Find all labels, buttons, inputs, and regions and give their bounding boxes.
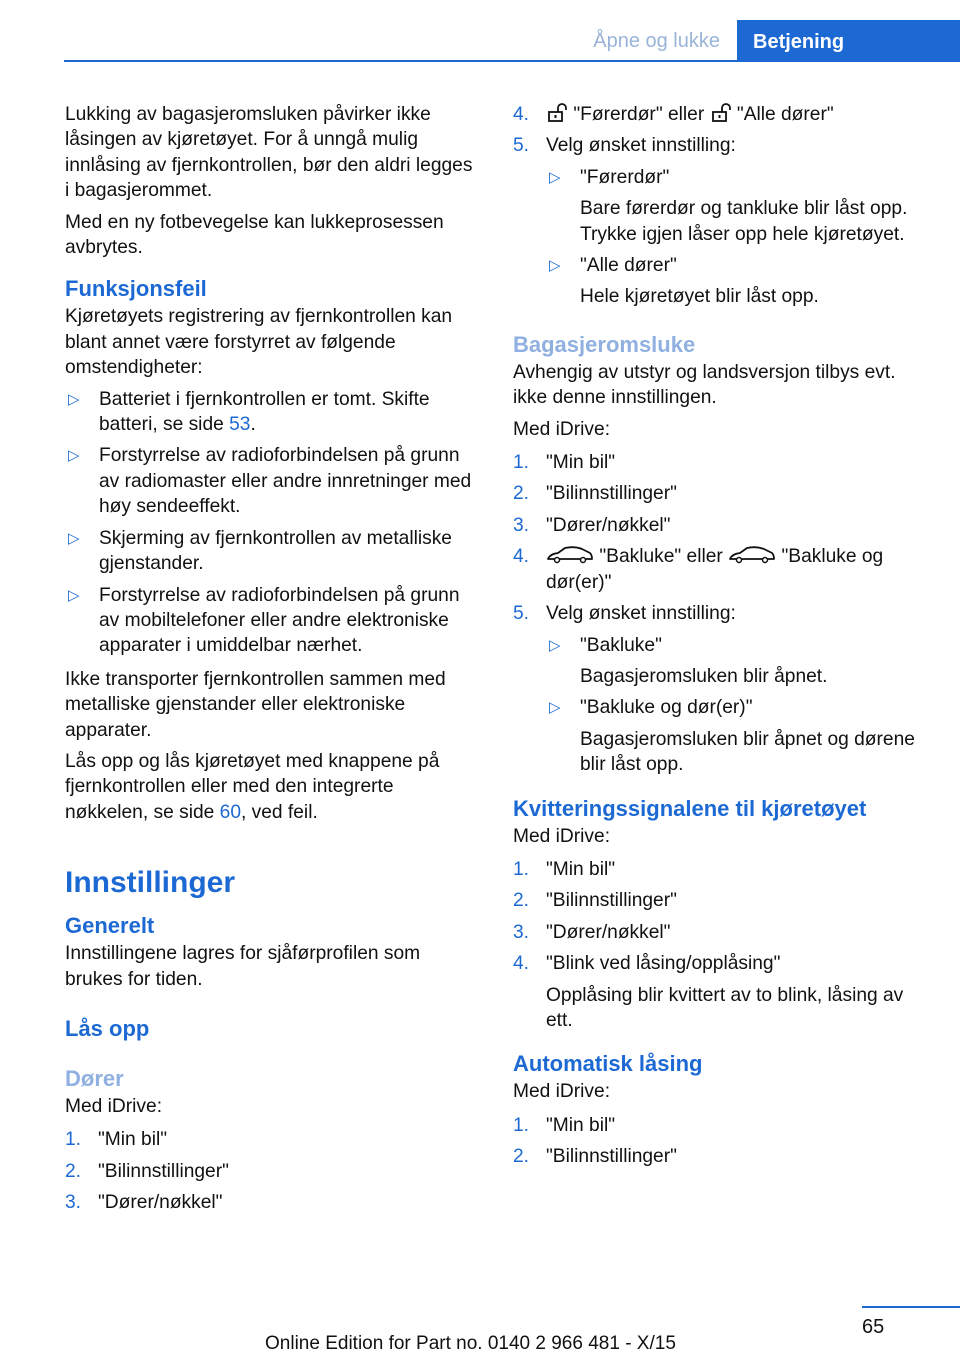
list-item: ▷ Forstyrrelse av radioforbindelsen på grunn av radiomaster eller andre innretninger med høy sendeeffekt. [68,445,472,518]
bullet-triangle-icon: ▷ [549,636,561,654]
list-item: 2. "Bilinnstillinger" [513,890,677,912]
doors-steps-continued [513,102,933,310]
doors-options-list [546,165,933,310]
generelt-text: Innstillingene lagres for sjåførprofilen som brukes for tiden. [65,943,421,990]
heading-dorer: Dører [65,1065,124,1091]
auto-lock-steps-list [513,1113,933,1170]
heading-kvitteringssignaler: Kvitteringssignalene til kjøretøyet [513,795,867,821]
footer-rule [862,1306,960,1308]
list-item: 4. "Blink ved låsing/opplåsing" Opplåsing blir kvittert av to blink, låsing av ett. [513,953,904,1031]
header-section-title: Åpne og lukke [593,30,720,52]
list-item: 5. Velg ønsket innstilling: ▷ "Bakluke" Bagasjeromsluken blir åpnet. ▷ "Bakluke og dør(er)" Bagasjeromsluken blir åpnet og dørene blir låst opp. [513,601,933,777]
list-item: 1. "Min bil" [513,1114,616,1136]
list-item: ▷ Batteriet i fjernkontrollen er tomt. Skifte batteri, se side 53. [68,388,430,436]
list-item: 2. "Bilinnstillinger" [65,1160,229,1182]
transport-paragraph: Ikke transporter fjernkontrollen sammen med metalliske gjenstander eller elektroniske apparater. [65,668,446,741]
car-tailgate-doors-icon [728,545,776,565]
list-item: 5. Velg ønsket innstilling: ▷ "Førerdør" Bare førerdør og tankluke blir låst opp. Trykke igjen låser opp hele kjøretøyet. ▷ "Alle dører" Hele kjøretøyet blir låst opp. [513,133,933,309]
bullet-triangle-icon: ▷ [68,586,80,604]
list-item: ▷ Skjerming av fjernkontrollen av metalliske gjenstander. [68,527,452,575]
list-item: 3. "Dører/nøkkel" [513,921,671,943]
list-item: ▷ "Alle dører" Hele kjøretøyet blir låst opp. [549,255,819,308]
intro-paragraph: Lukking av bagasjeromsluken påvirker ikke låsingen av kjøretøyet. For å unngå mulig innlåsing av fjernkontrollen, bør den aldri legges i bagasjerommet. [65,104,473,202]
list-item: 2. "Bilinnstillinger" [513,483,677,505]
right-column [513,102,933,1176]
list-item: 4. "Førerdør" eller "Alle dører" [513,104,834,125]
list-item: 1. "Min bil" [65,1129,168,1151]
heading-laas-opp: Lås opp [65,1015,150,1041]
footer-edition: Online Edition for Part no. 0140 2 966 481 - X/15 [265,1333,676,1354]
unlock-driver-door-icon [546,103,568,123]
tailgate-options-list [546,633,933,778]
heading-bagasjeromsluke: Bagasjeromsluke [513,331,696,357]
header-chapter-tab: Betjening [737,20,960,62]
bullet-triangle-icon: ▷ [68,529,80,547]
med-idrive-text: Med iDrive: [513,418,611,440]
bullet-triangle-icon: ▷ [549,699,561,717]
list-item: 4. "Bakluke" eller "Bakluke og dør(er)" [513,546,884,593]
bullet-triangle-icon: ▷ [68,390,80,408]
doors-steps-list [65,1127,479,1215]
page-link-53[interactable]: 53 [229,414,251,436]
malfunction-list [65,387,479,659]
list-item: ▷ Forstyrrelse av radioforbindelsen på grunn av mobiltelefoner eller andre elektroniske apparater i umiddelbar nærhet. [68,584,460,657]
funksjonsfeil-text: Kjøretøyets registrering av fjernkontrollen kan blant annet være forstyrret av følgende omstendigheter: [65,306,453,379]
med-idrive-text: Med iDrive: [65,1095,163,1117]
page-number: 65 [862,1316,885,1338]
tailgate-steps-list [513,450,933,777]
med-idrive-text: Med iDrive: [513,1081,611,1103]
list-item: 2. "Bilinnstillinger" [513,1146,677,1168]
list-item: ▷ "Førerdør" Bare førerdør og tankluke blir låst opp. Trykke igjen låser opp hele kjøretøyet. [549,166,908,245]
bullet-triangle-icon: ▷ [549,168,561,186]
bagasje-text: Avhengig av utstyr og landsversjon tilbys evt. ikke denne innstillingen. [513,361,896,409]
header-rule [64,60,960,62]
heading-generelt: Generelt [65,913,155,939]
heading-funksjonsfeil: Funksjonsfeil [65,276,207,302]
list-item: ▷ "Bakluke" Bagasjeromsluken blir åpnet. [549,634,828,687]
heading-automatisk-laasing: Automatisk låsing [513,1051,703,1077]
left-column [65,102,479,1222]
list-item: 1. "Min bil" [513,858,616,880]
signal-steps-list [513,857,933,1033]
bullet-triangle-icon: ▷ [68,447,80,465]
unlock-all-doors-icon [710,103,732,123]
page-header [0,0,960,62]
med-idrive-text: Med iDrive: [513,825,611,847]
list-item: 3. "Dører/nøkkel" [65,1192,223,1214]
car-tailgate-icon [546,545,594,565]
heading-innstillinger: Innstillinger [65,866,236,900]
list-item: ▷ "Bakluke og dør(er)" Bagasjeromsluken blir åpnet og dørene blir låst opp. [549,697,915,776]
bullet-triangle-icon: ▷ [549,257,561,275]
intro-paragraph-2: Med en ny fotbevegelse kan lukkeprosessen avbrytes. [65,211,444,259]
page-link-60[interactable]: 60 [219,801,241,823]
list-item: 3. "Dører/nøkkel" [513,514,671,536]
unlock-paragraph: Lås opp og lås kjøretøyet med knappene på fjernkontrollen eller med den integrerte nøkkelen, se side 60, ved feil. [65,750,440,823]
list-item: 1. "Min bil" [513,452,616,474]
